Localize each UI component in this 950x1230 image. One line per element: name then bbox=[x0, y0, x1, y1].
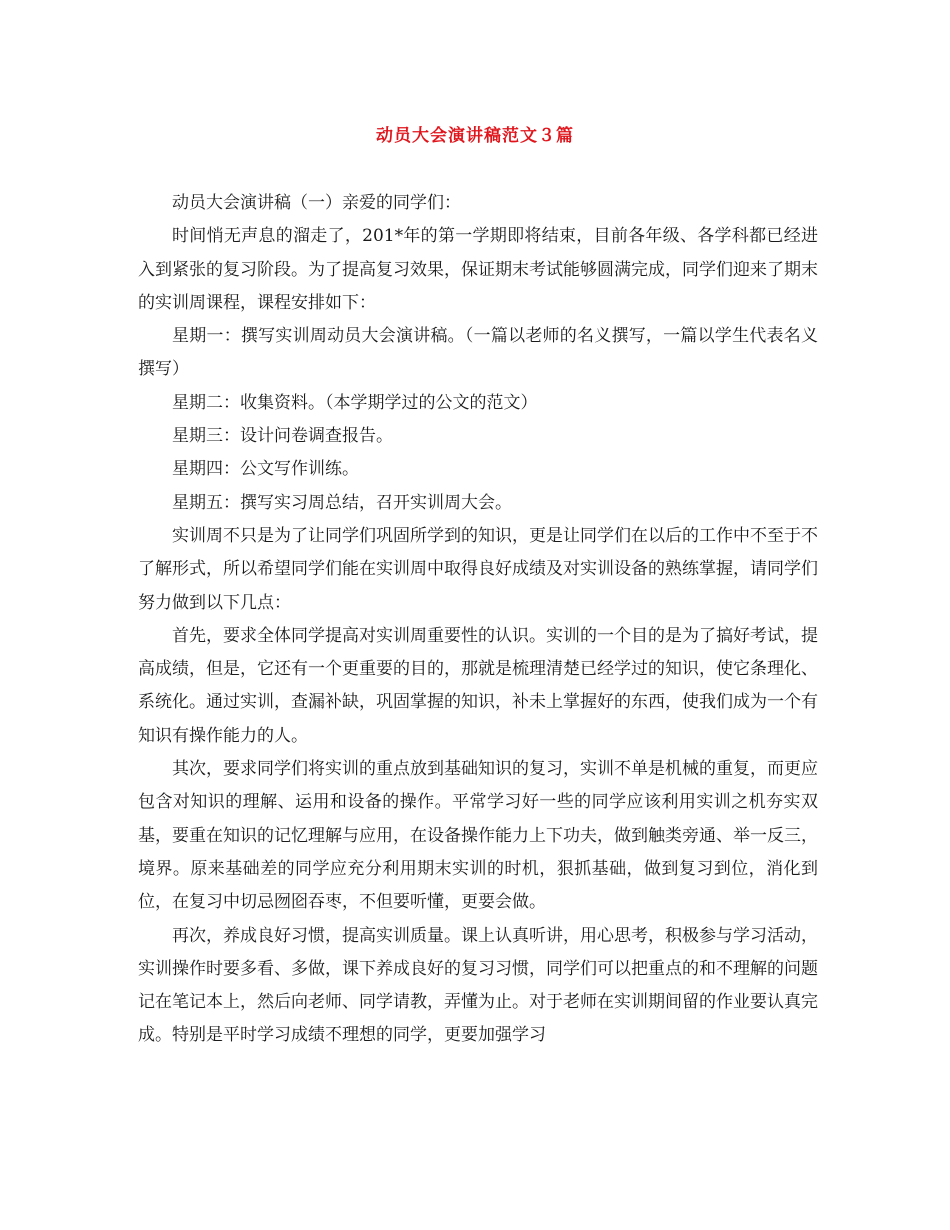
paragraph-intro: 时间悄无声息的溜走了，201*年的第一学期即将结束，目前各年级、各学科都已经进入到紧张的复习阶段。为了提高复习效果，保证期末考试能够圆满完成，同学们迎来了期末的实训周课程，课程安排如下： bbox=[138, 226, 818, 313]
paragraph-third: 再次，养成良好习惯，提高实训质量。课上认真听讲，用心思考，积极参与学习活动，实训操作时要多看、多做，课下养成良好的复习习惯，同学们可以把重点的和不理解的问题记在笔记本上，然后向老师、同学请教，弄懂为止。对于老师在实训期间留的作业要认真完成。特别是平时学习成绩不理想的同学，更要加强学习 bbox=[138, 925, 818, 1046]
paragraph-thursday: 星期四：公文写作训练。 bbox=[172, 459, 359, 480]
paragraph-tuesday: 星期二：收集资料。（本学期学过的公文的范文） bbox=[172, 392, 538, 413]
paragraph-friday: 星期五：撰写实习周总结，召开实训周大会。 bbox=[172, 492, 512, 513]
paragraph-purpose: 实训周不只是为了让同学们巩固所学到的知识，更是让同学们在以后的工作中不至于不了解形式，所以希望同学们能在实训周中取得良好成绩及对实训设备的熟练掌握，请同学们努力做到以下几点： bbox=[138, 525, 818, 613]
paragraph-monday: 星期一：撰写实训周动员大会演讲稿。（一篇以老师的名义撰写，一篇以学生代表名义撰写） bbox=[138, 326, 818, 380]
document-body bbox=[138, 187, 818, 1053]
document-title: 动员大会演讲稿范文３篇 bbox=[376, 126, 574, 146]
paragraph-wednesday: 星期三：设计问卷调查报告。 bbox=[172, 426, 393, 447]
paragraph-greeting: 动员大会演讲稿（一）亲爱的同学们： bbox=[172, 193, 461, 213]
paragraph-first: 首先，要求全体同学提高对实训周重要性的认识。实训的一个目的是为了搞好考试，提高成绩，但是，它还有一个更重要的目的，那就是梳理清楚已经学过的知识，使它条理化、系统化。通过实训，查漏补缺，巩固掌握的知识，补未上掌握好的东西，使我们成为一个有知识有操作能力的人。 bbox=[138, 625, 818, 746]
paragraph-second: 其次，要求同学们将实训的重点放到基础知识的复习，实训不单是机械的重复，而更应包含对知识的理解、运用和设备的操作。平常学习好一些的同学应该利用实训之机夯实双基，要重在知识的记忆理解与应用，在设备操作能力上下功夫，做到触类旁通、举一反三，境界。原来基础差的同学应充分利用期末实训的时机，狠抓基础，做到复习到位，消化到位，在复习中切忌囫囵吞枣，不但要听懂，更要会做。 bbox=[138, 759, 818, 913]
